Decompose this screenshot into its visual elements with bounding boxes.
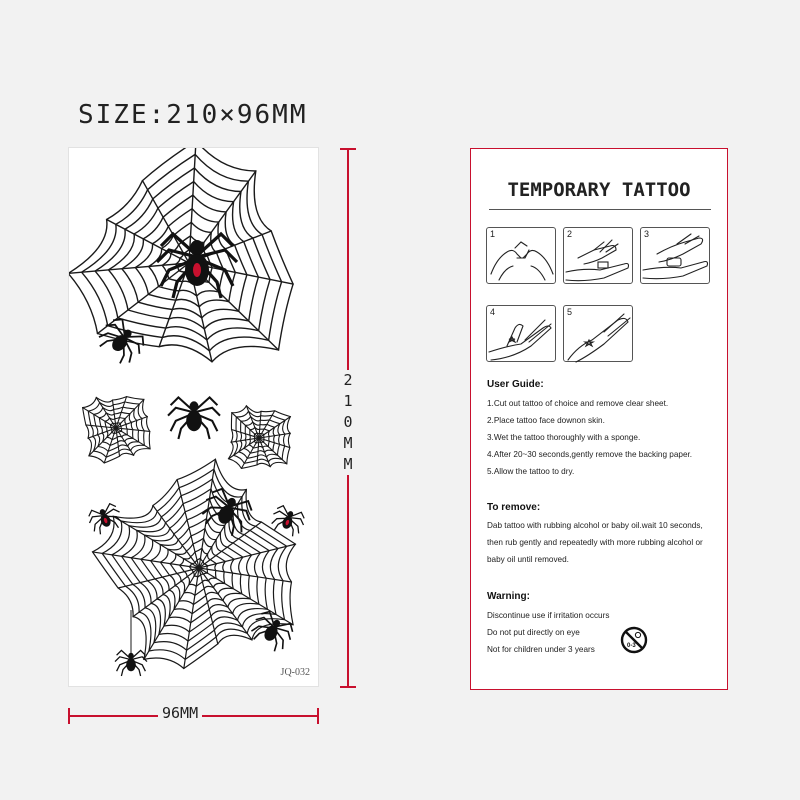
warning-line: Do not put directly on eye (487, 628, 580, 637)
warning-line: Discontinue use if irritation occurs (487, 611, 610, 620)
user-guide-line: 5.Allow the tattoo to dry. (487, 467, 575, 476)
to-remove-line: Dab tattoo with rubbing alcohol or baby oil.wait 10 seconds, (487, 521, 703, 530)
user-guide-line: 1.Cut out tattoo of choice and remove clear sheet. (487, 399, 669, 408)
place-tattoo-icon (564, 228, 634, 285)
tattoo-sheet (68, 147, 319, 687)
step-number: 3 (644, 229, 650, 239)
sheet-code: JQ-032 (280, 667, 310, 678)
spider-small (93, 314, 149, 369)
step-5-panel (563, 305, 633, 362)
warning-line: Not for children under 3 years (487, 645, 595, 654)
user-guide-heading: User Guide: (487, 379, 544, 390)
step-number: 2 (567, 229, 573, 239)
step-4-panel (486, 305, 556, 362)
instruction-card (470, 148, 728, 690)
step-3-panel (640, 227, 710, 284)
black-widow-spider-large (157, 234, 237, 298)
width-dimension-label: 96MM (158, 704, 202, 722)
to-remove-heading: To remove: (487, 502, 541, 513)
no-children-0-3-icon (619, 625, 649, 655)
step-2-panel (563, 227, 633, 284)
step-number: 1 (490, 229, 496, 239)
finished-tattoo-icon (564, 306, 634, 363)
age-icon-label: 0-3 (627, 643, 636, 649)
spider-right (268, 504, 307, 539)
top-spider-web (69, 148, 293, 362)
user-guide-line: 3.Wet the tattoo thoroughly with a sponge. (487, 433, 641, 442)
remove-paper-icon (487, 306, 557, 363)
wet-sponge-icon (641, 228, 711, 285)
peel-film-icon (487, 228, 557, 285)
small-web-right (229, 406, 291, 469)
step-number: 5 (567, 307, 573, 317)
height-dimension-label: 210MM (340, 370, 356, 475)
card-title: TEMPORARY TATTOO (507, 179, 691, 201)
warning-heading: Warning: (487, 591, 530, 602)
small-web-left (83, 397, 151, 463)
spider-center (168, 397, 220, 439)
spider-web-artwork (69, 148, 320, 688)
user-guide-line: 2.Place tattoo face downon skin. (487, 416, 605, 425)
spider-hanging (115, 650, 147, 676)
title-divider (489, 209, 711, 210)
to-remove-line: then rub gently and repeatedly with more rubbing alcohol or (487, 538, 703, 547)
step-1-panel (486, 227, 556, 284)
spider-left (86, 502, 125, 537)
user-guide-line: 4.After 20~30 seconds,gently remove the backing paper. (487, 450, 693, 459)
size-title: SIZE:210×96MM (78, 100, 308, 130)
step-number: 4 (490, 307, 496, 317)
to-remove-line: baby oil until removed. (487, 555, 569, 564)
